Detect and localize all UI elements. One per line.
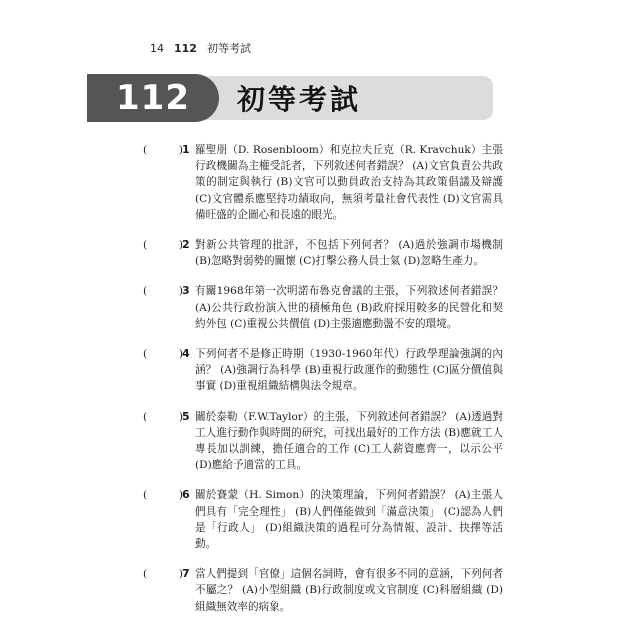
question-number: 2 bbox=[182, 238, 190, 252]
question-number: 1 bbox=[182, 143, 190, 156]
question-number: 4 bbox=[182, 347, 190, 361]
bracket-open: ( bbox=[143, 348, 148, 361]
question-item bbox=[143, 566, 503, 615]
answer-bracket bbox=[143, 237, 183, 253]
bracket-close: ) bbox=[178, 144, 183, 156]
question-text: 下列何者不是修正時期（1930-1960年代）行政學理論強調的內涵？ (A)強調行為科學 (B)重視行政運作的動態性 (C)區分價值與事實 (D)重視組織結構與法令規章。 bbox=[195, 348, 503, 393]
bracket-open: ( bbox=[143, 285, 148, 298]
bracket-open: ( bbox=[143, 239, 148, 252]
chapter-banner bbox=[87, 74, 493, 122]
page-number: 14 bbox=[150, 42, 164, 55]
question-item bbox=[143, 346, 503, 395]
bracket-close: ) bbox=[178, 285, 183, 298]
bracket-close: ) bbox=[178, 348, 183, 361]
bracket-close: ) bbox=[178, 239, 183, 252]
question-text: 羅聖朋（D. Rosenbloom）和克拉夫丘克（R. Kravchuk）主張行政機關為主權受託者，下列敘述何者錯誤？ (A)文官負責公共政策的制定與執行 (B)文官可以動員政治支持為其政策倡議及辯護 (C)文官體系應堅持功績取向，無須考量社會代表性 (D)文官需具備旺盛的企圖心和長遠的眼光。 bbox=[195, 144, 503, 221]
bracket-close: ) bbox=[178, 568, 183, 581]
banner-number: 112 bbox=[116, 78, 190, 118]
running-head-title: 初等考試 bbox=[206, 42, 251, 55]
bracket-close: ) bbox=[178, 410, 183, 423]
answer-bracket bbox=[143, 409, 183, 425]
question-number: 7 bbox=[182, 567, 190, 581]
question-text: 關於賽蒙（H. Simon）的決策理論，下列何者錯誤？ (A)主張人們具有「完全理性」 (B)人們僅能做到「滿意決策」 (C)認為人們是「行政人」 (D)組織決策的過程可分為情報、設計、抉擇等活動。 bbox=[195, 489, 503, 551]
question-text: 當人們提到「官僚」這個名詞時，會有很多不同的意涵，下列何者不屬之？ (A)小型組織 (B)行政制度或文官制度 (C)科層組織 (D)組織無效率的病象。 bbox=[195, 568, 503, 613]
answer-bracket bbox=[143, 283, 183, 299]
answer-bracket bbox=[143, 566, 183, 582]
banner-title: 初等考試 bbox=[237, 83, 362, 116]
bracket-open: ( bbox=[143, 410, 148, 423]
question-item bbox=[143, 409, 503, 474]
answer-bracket bbox=[143, 487, 183, 503]
bracket-open: ( bbox=[143, 568, 148, 581]
running-head bbox=[150, 40, 251, 56]
question-item bbox=[143, 487, 503, 552]
banner-number-tab bbox=[87, 74, 219, 122]
running-head-chapter: 112 bbox=[174, 42, 197, 55]
bracket-close: ) bbox=[178, 489, 183, 502]
answer-bracket bbox=[143, 142, 183, 158]
question-number: 3 bbox=[182, 284, 190, 298]
question-item bbox=[143, 237, 503, 269]
question-number: 6 bbox=[182, 488, 190, 502]
bracket-open: ( bbox=[143, 489, 148, 502]
question-number: 5 bbox=[182, 409, 190, 423]
question-item bbox=[143, 283, 503, 332]
question-item bbox=[143, 142, 503, 223]
question-text: 對新公共管理的批評，不包括下列何者？ (A)過於強調市場機制 (B)忽略對弱勢的關懷 (C)打擊公務人員士氣 (D)忽略生產力。 bbox=[195, 239, 503, 268]
bracket-open: ( bbox=[143, 144, 148, 156]
question-text: 有關1968年第一次明諾布魯克會議的主張，下列敘述何者錯誤？ (A)公共行政扮演入世的積極角色 (B)政府採用較多的民營化和契約外包 (C)重視公共價值 (D)主張適應動盪不安的環境。 bbox=[195, 285, 503, 330]
question-list bbox=[143, 142, 503, 629]
answer-bracket bbox=[143, 346, 183, 362]
question-text: 關於泰勒（F.W.Taylor）的主張，下列敘述何者錯誤？ (A)透過對工人進行動作與時間的研究，可找出最好的工作方法 (B)應就工人專長加以訓練，擔任適合的工作 (C)工人薪資應齊一，以示公平 (D)應給予適當的工具。 bbox=[195, 410, 503, 472]
